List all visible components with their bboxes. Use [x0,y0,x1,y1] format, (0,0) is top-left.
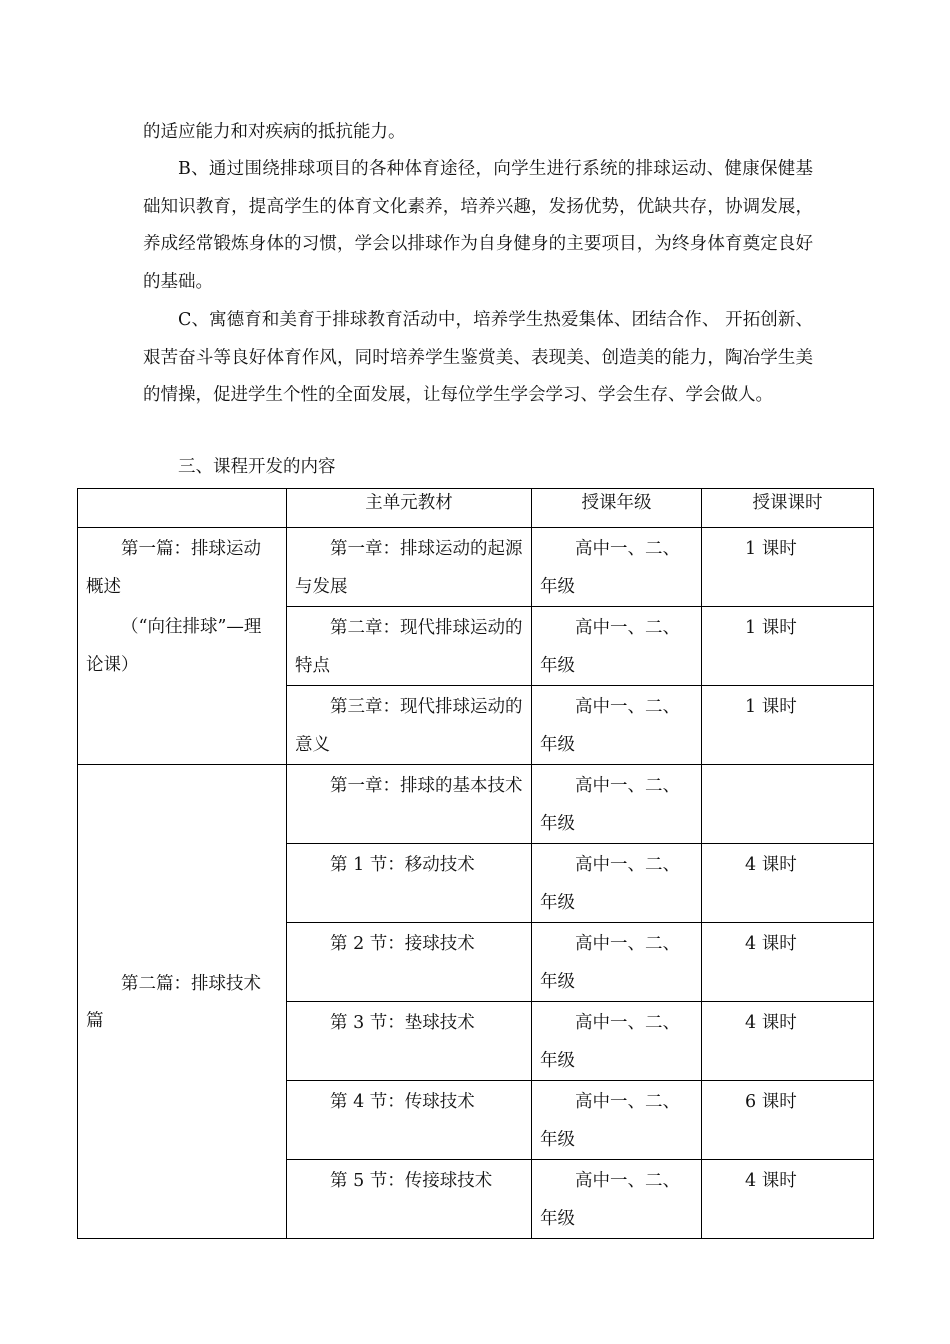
header-unit: 主单元教材 [287,489,532,528]
paragraph-c: C、寓德育和美育于排球教育活动中，培养学生热爱集体、团结合作、 开拓创新、艰苦奋斗等良好体育作风，同时培养学生鉴赏美、表现美、创造美的能力，陶冶学生美的情操，促进学生个性的全面发展，让每位学生学会学习、学会生存、学会做人。 [143,310,813,405]
hours-cell: 4 课时 [702,1160,874,1239]
section-heading: 三、课程开发的内容 [178,457,336,477]
unit-cell: 第三章：现代排球运动的意义 [287,686,532,765]
part1-title: 第一篇：排球运动概述 [86,539,261,597]
curriculum-table [77,488,874,1239]
hours-cell: 6 课时 [702,1081,874,1160]
part2-title: 第二篇：排球技术篇 [86,973,261,1031]
hours-cell: 4 课时 [702,844,874,923]
header-grade: 授课年级 [532,489,702,528]
unit-cell: 第 4 节：传球技术 [287,1081,532,1160]
grade-cell: 高中一、二、年级 [532,1081,702,1160]
grade-cell: 高中一、二、年级 [532,1160,702,1239]
grade-cell: 高中一、二、年级 [532,765,702,844]
unit-cell: 第二章：现代排球运动的特点 [287,607,532,686]
table-header-row [78,489,874,528]
hours-cell: 4 课时 [702,923,874,1002]
hours-cell [702,765,874,844]
hours-cell: 1 课时 [702,528,874,607]
header-empty-cell [78,489,287,528]
grade-cell: 高中一、二、年级 [532,923,702,1002]
paragraph-b: B、通过围绕排球项目的各种体育途径，向学生进行系统的排球运动、健康保健基础知识教育，提高学生的体育文化素养，培养兴趣，发扬优势，优缺共存，协调发展，养成经常锻炼身体的习惯，学会以排球作为自身健身的主要项目，为终身体育奠定良好的基础。 [143,159,813,292]
paragraph-continued: 的适应能力和对疾病的抵抗能力。 [143,122,406,142]
grade-cell: 高中一、二、年级 [532,528,702,607]
table-row [78,528,874,607]
grade-cell: 高中一、二、年级 [532,686,702,765]
part1-title-cell [78,528,287,765]
hours-cell: 4 课时 [702,1002,874,1081]
unit-cell: 第 5 节：传接球技术 [287,1160,532,1239]
grade-cell: 高中一、二、年级 [532,607,702,686]
unit-cell: 第一章：排球运动的起源与发展 [287,528,532,607]
part2-title-cell [78,765,287,1239]
table-row [78,765,874,844]
part1-subtitle: （“向往排球”—理论课） [86,617,262,675]
hours-cell: 1 课时 [702,686,874,765]
grade-cell: 高中一、二、年级 [532,1002,702,1081]
unit-cell: 第 3 节：垫球技术 [287,1002,532,1081]
hours-cell: 1 课时 [702,607,874,686]
header-hours: 授课课时 [702,489,874,528]
unit-cell: 第 1 节：移动技术 [287,844,532,923]
grade-cell: 高中一、二、年级 [532,844,702,923]
unit-cell: 第一章：排球的基本技术 [287,765,532,844]
unit-cell: 第 2 节：接球技术 [287,923,532,1002]
